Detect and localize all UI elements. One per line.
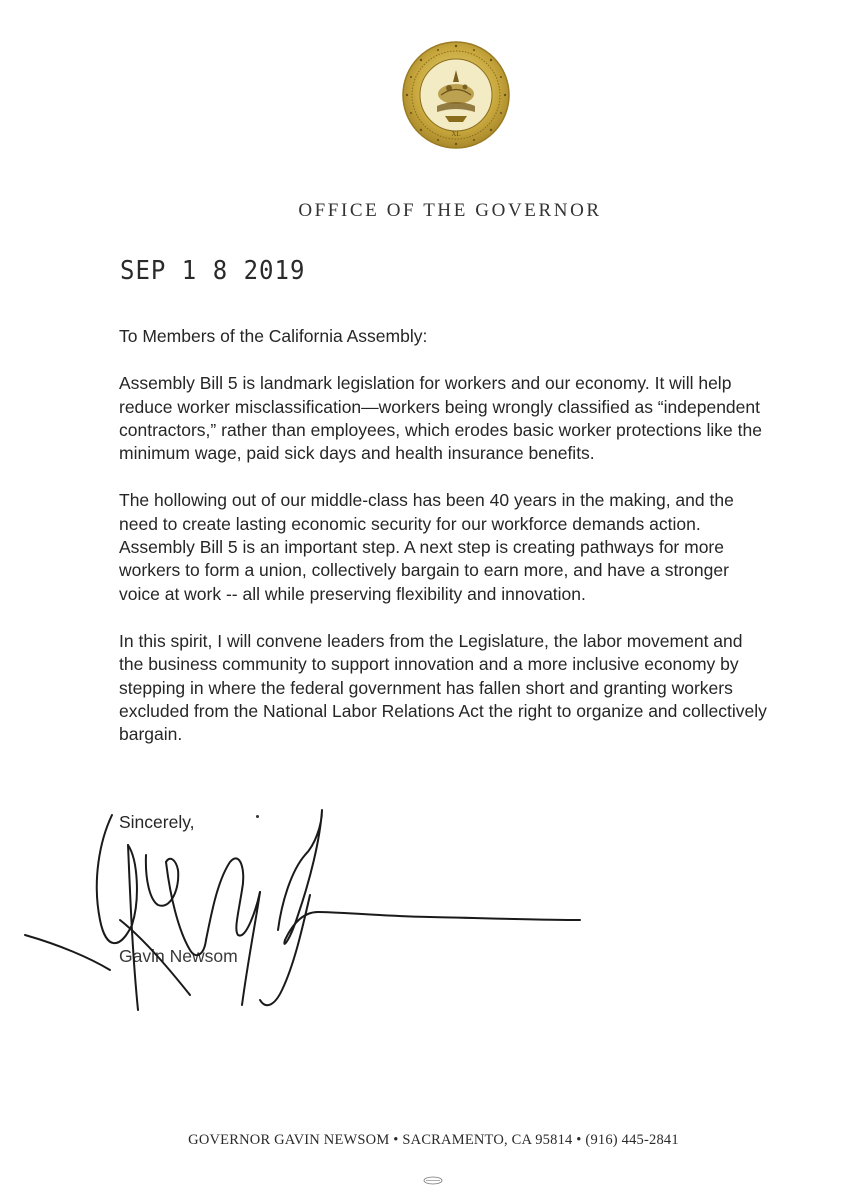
paragraph-3: In this spirit, I will convene leaders from the Legislature, the labor movement and the business community to support innovation and a more inclusive economy by stepping in where the federal government has fallen short and granting workers excluded from the National Labor Relations Act the right to organize and collectively bargain. [119, 630, 767, 745]
paragraph-2: The hollowing out of our middle-class has been 40 years in the making, and the need to create lasting economic security for our workforce demands action. Assembly Bill 5 is an important step. A next step is creating pathways for more workers to form a union, collectively bargain to earn more, and have a stronger voice at work -- all while preserving flexibility and innovation. [119, 490, 734, 604]
svg-text:XL: XL [451, 130, 461, 138]
letter-body [119, 325, 769, 770]
closing: Sincerely, [119, 812, 195, 832]
paragraph-1: Assembly Bill 5 is landmark legislation for workers and our economy. It will help reduce worker misclassification—workers being wrongly classified as “independent contractors,” rather than employees, which erodes basic worker protections like the minimum wage, paid sick days and health insurance benefits. [119, 373, 762, 464]
signer-name: Gavin Newsom [119, 946, 238, 966]
salutation: To Members of the California Assembly: [119, 326, 428, 346]
printer-bug-icon [423, 1176, 443, 1185]
office-title: OFFICE OF THE GOVERNOR [298, 200, 602, 221]
date-stamp: SEP 1 8 2019 [120, 255, 306, 286]
letterhead-footer: GOVERNOR GAVIN NEWSOM • SACRAMENTO, CA 95814 • (916) 445-2841 [188, 1132, 679, 1148]
handwritten-signature-icon [20, 800, 600, 1030]
governor-seal-icon [401, 40, 511, 150]
